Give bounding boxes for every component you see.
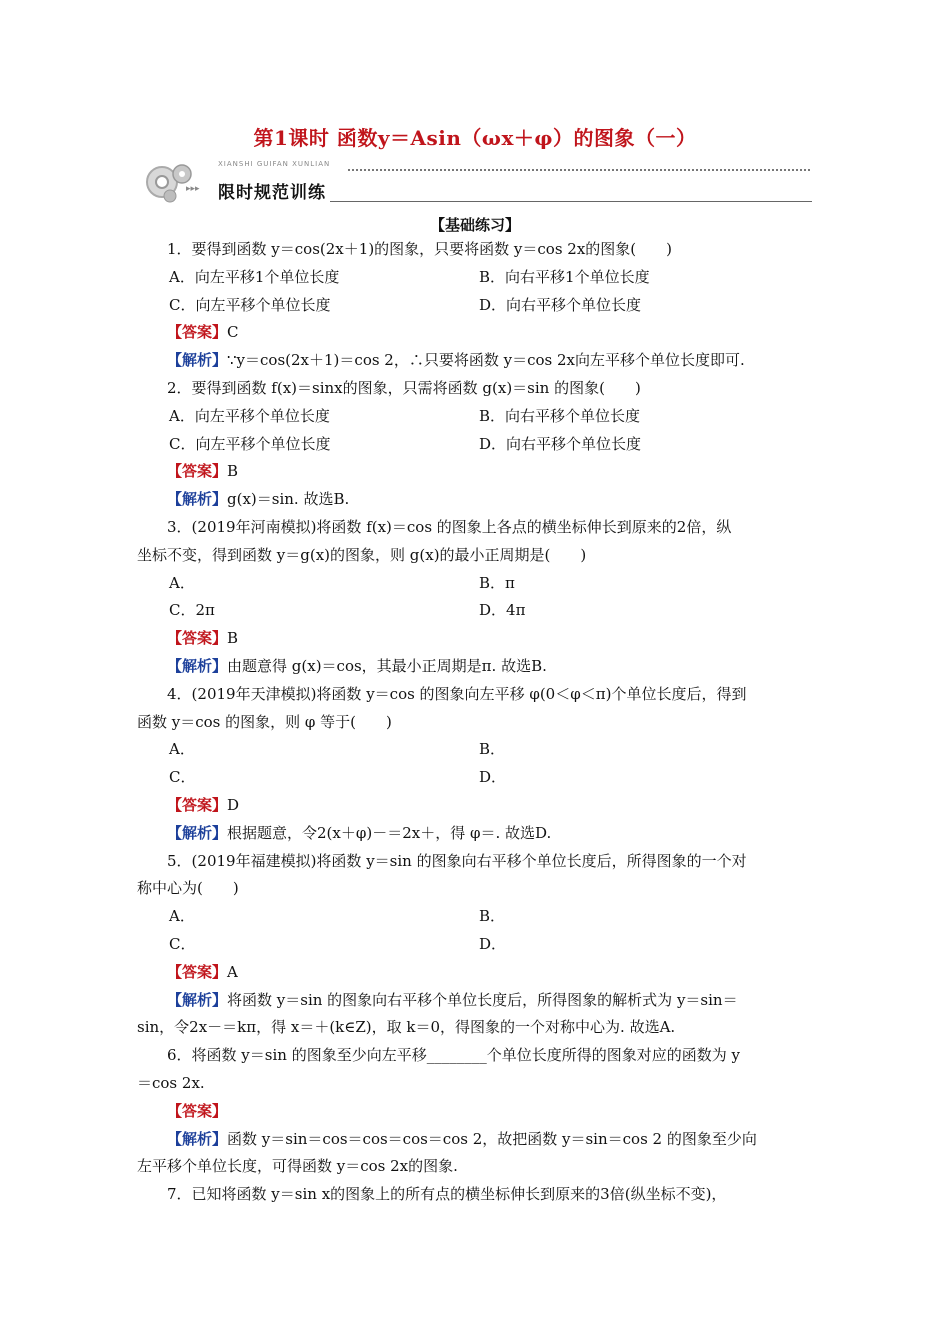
option-a: A． xyxy=(169,573,195,592)
option-row xyxy=(137,570,813,598)
banner-label: 限时规范训练 xyxy=(218,183,326,203)
question-stem: 3．(2019年河南模拟)将函数 f(x)＝cos 的图象上各点的横坐标伸长到原来的2倍，纵 xyxy=(167,517,732,536)
option-row xyxy=(137,903,813,931)
answer-tag: 【答案】 xyxy=(167,1101,228,1120)
answer-line xyxy=(137,319,813,347)
option-c: C．2π xyxy=(169,601,215,620)
answer-tag: 【答案】 xyxy=(167,323,228,342)
option-row xyxy=(137,264,813,292)
option-c: C． xyxy=(169,934,196,953)
analysis-line xyxy=(137,987,813,1015)
analysis-line xyxy=(137,347,813,375)
option-d: D． xyxy=(479,768,507,787)
answer-value: B xyxy=(227,629,239,648)
analysis-line xyxy=(137,1126,813,1154)
answer-line xyxy=(137,625,813,653)
option-row xyxy=(137,597,813,625)
option-row xyxy=(137,431,813,459)
answer-line xyxy=(137,458,813,486)
question-stem-cont: ＝cos 2x. xyxy=(137,1073,205,1092)
option-row xyxy=(137,736,813,764)
answer-line xyxy=(137,1098,813,1126)
answer-tag: 【答案】 xyxy=(167,962,228,981)
section-heading: 【基础练习】 xyxy=(429,216,520,234)
answer-value: B xyxy=(227,462,239,481)
option-d: D． xyxy=(479,934,507,953)
analysis-tag: 【解析】 xyxy=(167,823,228,842)
option-a: A． xyxy=(169,907,195,926)
analysis-tag: 【解析】 xyxy=(167,990,228,1009)
option-b: B． xyxy=(479,907,506,926)
analysis-line xyxy=(137,486,813,514)
question-stem-cont: 称中心为( ) xyxy=(137,879,239,898)
analysis-text: 函数 y＝sin＝cos＝cos＝cos＝cos 2，故把函数 y＝sin＝cos 2 的图象至少向 xyxy=(227,1129,757,1148)
option-row xyxy=(137,931,813,959)
answer-value: D xyxy=(227,795,240,814)
option-c: C．向左平移个单位长度 xyxy=(169,434,331,453)
answer-line xyxy=(137,959,813,987)
gear-logo-icon xyxy=(140,156,210,204)
banner-underline xyxy=(330,201,812,202)
question-stem-cont: 函数 y＝cos 的图象，则 φ 等于( ) xyxy=(137,712,392,731)
answer-tag: 【答案】 xyxy=(167,462,228,481)
exercise-list xyxy=(137,236,813,1209)
analysis-tag: 【解析】 xyxy=(167,1129,228,1148)
answer-value: A xyxy=(227,962,238,981)
question-stem: 6．将函数 y＝sin 的图象至少向左平移________个单位长度所得的图象对应的函数为 y xyxy=(167,1046,740,1065)
option-a: A． xyxy=(169,740,195,759)
question-stem: 1．要得到函数 y＝cos(2x＋1)的图象，只要将函数 y＝cos 2x的图象( ) xyxy=(167,240,673,258)
analysis-text: 根据题意，令2(x＋φ)－＝2x＋，得 φ＝. 故选D. xyxy=(227,823,552,842)
question-stem: 4．(2019年天津模拟)将函数 y＝cos 的图象向左平移 φ(0＜φ＜π)个单位长度后，得到 xyxy=(167,684,747,703)
option-a: A．向左平移个单位长度 xyxy=(169,406,330,425)
option-b: B． xyxy=(479,740,506,759)
option-d: D．4π xyxy=(479,601,526,620)
analysis-text: g(x)＝sin. 故选B. xyxy=(227,490,350,509)
analysis-tag: 【解析】 xyxy=(167,351,228,370)
question-stem: 2．要得到函数 f(x)＝sinx的图象，只需将函数 g(x)＝sin 的图象( ) xyxy=(167,378,641,397)
analysis-text-cont: 左平移个单位长度，可得函数 y＝cos 2x的图象. xyxy=(137,1157,458,1176)
option-b: B．向右平移1个单位长度 xyxy=(479,267,650,286)
analysis-text: ∵y＝cos(2x＋1)＝cos 2，∴只要将函数 y＝cos 2x向左平移个单位长度即可. xyxy=(227,351,745,370)
option-a: A．向左平移1个单位长度 xyxy=(169,267,340,286)
answer-line xyxy=(137,792,813,820)
option-row xyxy=(137,403,813,431)
banner-dotted-rule xyxy=(348,169,810,171)
answer-tag: 【答案】 xyxy=(167,795,228,814)
analysis-text-cont: sin，令2x－＝kπ，得 x＝＋(k∈Z)，取 k＝0，得图象的一个对称中心为. 故选A. xyxy=(137,1018,676,1037)
option-b: B．π xyxy=(479,573,515,592)
arrow-icon: ▸▸▸ xyxy=(186,184,200,194)
analysis-tag: 【解析】 xyxy=(167,490,228,509)
section-banner xyxy=(140,156,812,206)
question-stem-cont: 坐标不变，得到函数 y＝g(x)的图象，则 g(x)的最小正周期是( ) xyxy=(137,545,587,564)
analysis-line xyxy=(137,820,813,848)
answer-value: C xyxy=(227,323,239,342)
option-b: B．向右平移个单位长度 xyxy=(479,406,641,425)
question-stem: 7．已知将函数 y＝sin x的图象上的所有点的横坐标伸长到原来的3倍(纵坐标不变)， xyxy=(167,1185,727,1204)
option-row xyxy=(137,764,813,792)
banner-subtitle: XIANSHI GUIFAN XUNLIAN xyxy=(218,160,331,168)
option-d: D．向右平移个单位长度 xyxy=(479,295,642,314)
question-stem: 5．(2019年福建模拟)将函数 y＝sin 的图象向右平移个单位长度后，所得图象的一个对 xyxy=(167,851,747,870)
analysis-line xyxy=(137,653,813,681)
analysis-tag: 【解析】 xyxy=(167,656,228,675)
option-c: C． xyxy=(169,768,196,787)
answer-tag: 【答案】 xyxy=(167,629,228,648)
lesson-title: 第1课时 函数y＝Asin（ωx＋φ）的图象（一） xyxy=(253,126,697,150)
option-d: D．向右平移个单位长度 xyxy=(479,434,642,453)
option-row xyxy=(137,292,813,320)
analysis-text: 由题意得 g(x)＝cos，其最小正周期是π. 故选B. xyxy=(227,656,547,675)
analysis-text: 将函数 y＝sin 的图象向右平移个单位长度后，所得图象的解析式为 y＝sin＝ xyxy=(227,990,738,1009)
option-c: C．向左平移个单位长度 xyxy=(169,295,331,314)
